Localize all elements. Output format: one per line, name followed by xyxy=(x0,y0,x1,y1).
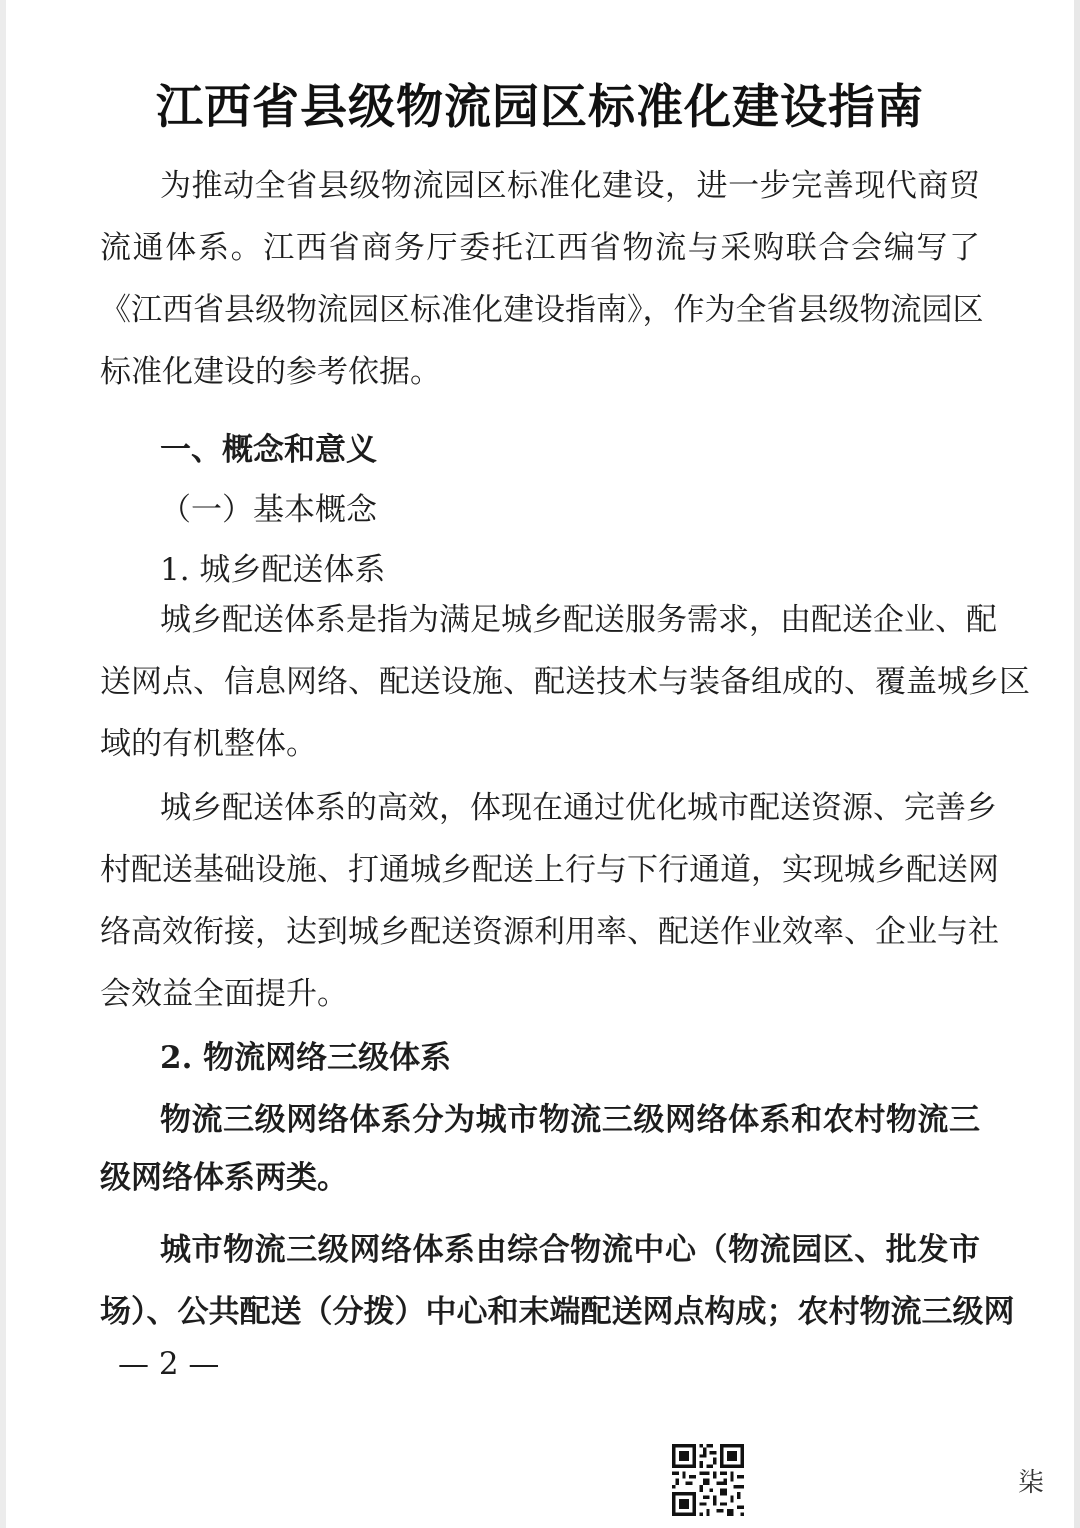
paragraph-definition-line-1: 城乡配送体系是指为满足城乡配送服务需求，由配送企业、配 xyxy=(160,602,997,638)
paragraph-city-network-line-1: 城市物流三级网络体系由综合物流中心（物流园区、批发市 xyxy=(160,1232,980,1268)
paragraph-city-network-line-2: 场）、公共配送（分拨）中心和末端配送网点构成；农村物流三级网 xyxy=(100,1294,1015,1330)
paragraph-definition-line-2: 送网点、信息网络、配送设施、配送技术与装备组成的、覆盖城乡区 xyxy=(100,664,1030,700)
paragraph-efficiency-line-1: 城乡配送体系的高效，体现在通过优化城市配送资源、完善乡 xyxy=(160,790,997,826)
document-title: 江西省县级物流园区标准化建设指南 xyxy=(156,80,924,135)
section-heading-concepts: 一、概念和意义 xyxy=(160,432,377,468)
qr-code-icon xyxy=(672,1444,744,1516)
paragraph-intro-line-4: 标准化建设的参考依据。 xyxy=(100,354,441,390)
paragraph-efficiency-line-2: 村配送基础设施、打通城乡配送上行与下行通道，实现城乡配送网 xyxy=(100,852,999,888)
item-heading-three-tier-network: 2. 物流网络三级体系 xyxy=(160,1040,452,1076)
subsection-heading-basic-concepts: （一）基本概念 xyxy=(160,492,377,528)
paragraph-efficiency-line-3: 络高效衔接，达到城乡配送资源利用率、配送作业效率、企业与社 xyxy=(100,914,999,950)
paragraph-intro-line-2: 流通体系。江西省商务厅委托江西省物流与采购联合会编写了 xyxy=(100,230,980,266)
paragraph-intro-line-3: 《江西省县级物流园区标准化建设指南》，作为全省县级物流园区 xyxy=(100,292,984,328)
item-heading-distribution-system: 1. 城乡配送体系 xyxy=(160,552,386,588)
paragraph-intro-line-1: 为推动全省县级物流园区标准化建设，进一步完善现代商贸 xyxy=(160,168,980,204)
paragraph-definition-line-3: 域的有机整体。 xyxy=(100,726,317,762)
paragraph-efficiency-line-4: 会效益全面提升。 xyxy=(100,976,348,1012)
paragraph-network-line-2: 级网络体系两类。 xyxy=(100,1160,348,1196)
page-number: — 2 — xyxy=(118,1346,220,1382)
paragraph-network-line-1: 物流三级网络体系分为城市物流三级网络体系和农村物流三 xyxy=(160,1102,980,1138)
corner-watermark: 柒 xyxy=(1018,1468,1045,1498)
